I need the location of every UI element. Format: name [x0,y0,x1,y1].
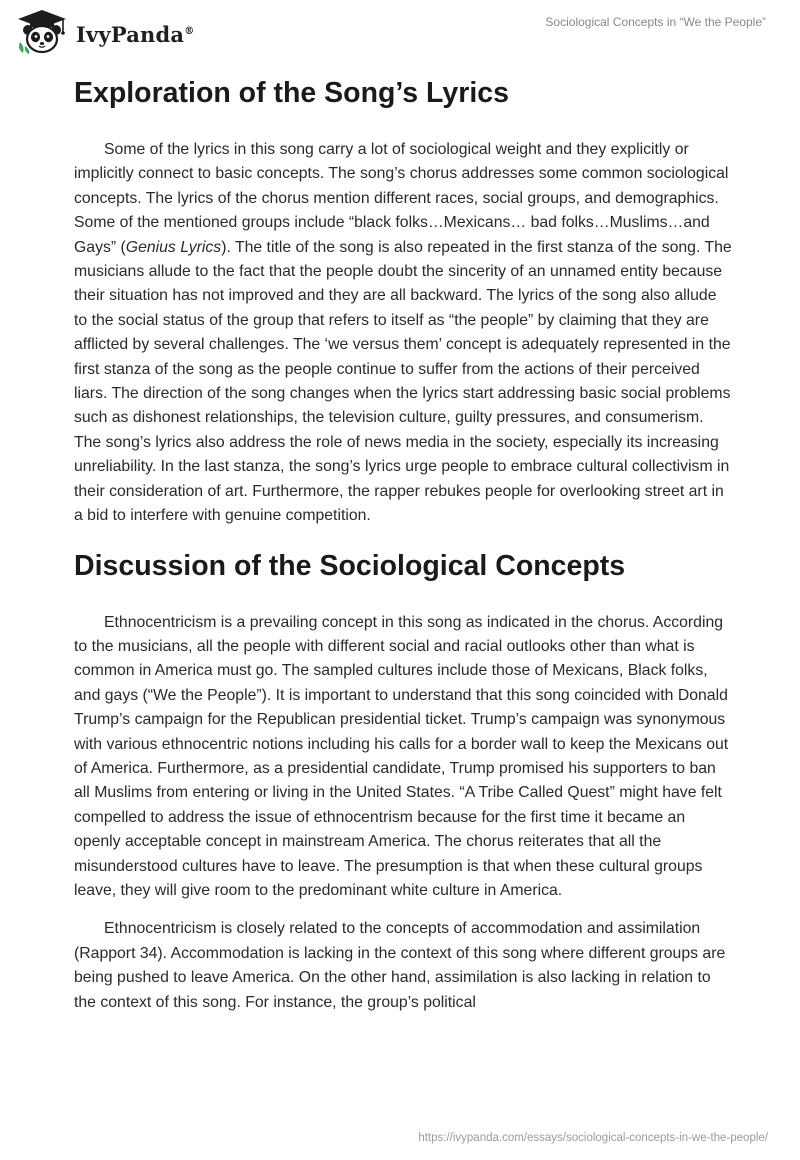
paragraph: Ethnocentricism is closely related to the concepts of accommodation and assimilation (Rapport 34). Accommodation is lacking in the context of this song where different groups are being pushed to leave America. On the other hand, assimilation is also lacking in relation to the context of this song. For instance, the group’s political [74,920,726,1011]
section-heading-lyrics: Exploration of the Song’s Lyrics [74,77,509,109]
section-heading-concepts: Discussion of the Sociological Concepts [74,549,626,582]
citation-italic: Genius Lyrics [125,238,222,256]
panda-graduate-icon [14,8,70,56]
logo-text: IvyPanda® [76,21,195,47]
essay-body [74,70,734,1029]
paragraph: Ethnocentricism is a prevailing concept in this song as indicated in the chorus. According to the musicians, all the people with different social and racial outlooks other than what is common in America must go. The sampled cultures include those of Mexicans, Black folks, and gays (“We the People”). It is important to understand that this song coincided with Donald Trump’s campaign for the Republican presidential ticket. Trump’s campaign was synonymous with various ethnocentric notions including his calls for a border wall to keep the Mexicans out of America. Furthermore, as a presidential candidate, Trump promised his supporters to ban all Muslims from entering or living in the United States. “A Tribe Called Quest” might have felt compelled to address the issue of ethnocentrism because for the first time it became an openly acceptable concept in mainstream America. The chorus reiterates that all the misunderstood cultures have to leave. The presumption is that when these cultural groups leave, they will give room to the predominant white culture in America. [74,613,729,899]
running-head: Sociological Concepts in “We the People” [545,15,766,29]
page-header [0,0,800,64]
paragraph: Some of the lyrics in this song carry a lot of sociological weight and they explicitly or implicitly connect to basic concepts. The song’s chorus addresses some common sociological concepts. The lyrics of the chorus mention different races, social groups, and demographics. Some of the mentioned groups include “black folks…Mexicans… bad folks…Muslims…and Gays” (Genius Lyrics). The title of the song is also repeated in the first stanza of the song. The musicians allude to the fact that the people doubt the sincerity of an unnamed entity because their situation has not improved and they are all backward. The lyrics of the song also allude to the social status of the group that refers to itself as “the people” by claiming that they are afflicted by several challenges. The ‘we versus them’ concept is adequately represented in the first stanza of the song as the people continue to suffer from the actions of their perceived liars. The direction of the song changes when the lyrics start addressing basic social problems such as dishonest relationships, the television culture, guilty pressures, and consumerism. The song’s lyrics also address the role of news media in the society, especially its increasing unreliability. In the last stanza, the song’s lyrics urge people to embrace cultural collectivism in their consideration of art. Furthermore, the rapper rebukes people for overlooking street art in a bid to interfere with genuine competition. [74,141,732,525]
ivypanda-logo[interactable] [14,8,194,56]
source-url[interactable]: https://ivypanda.com/essays/sociological-concepts-in-we-the-people/ [418,1132,768,1144]
